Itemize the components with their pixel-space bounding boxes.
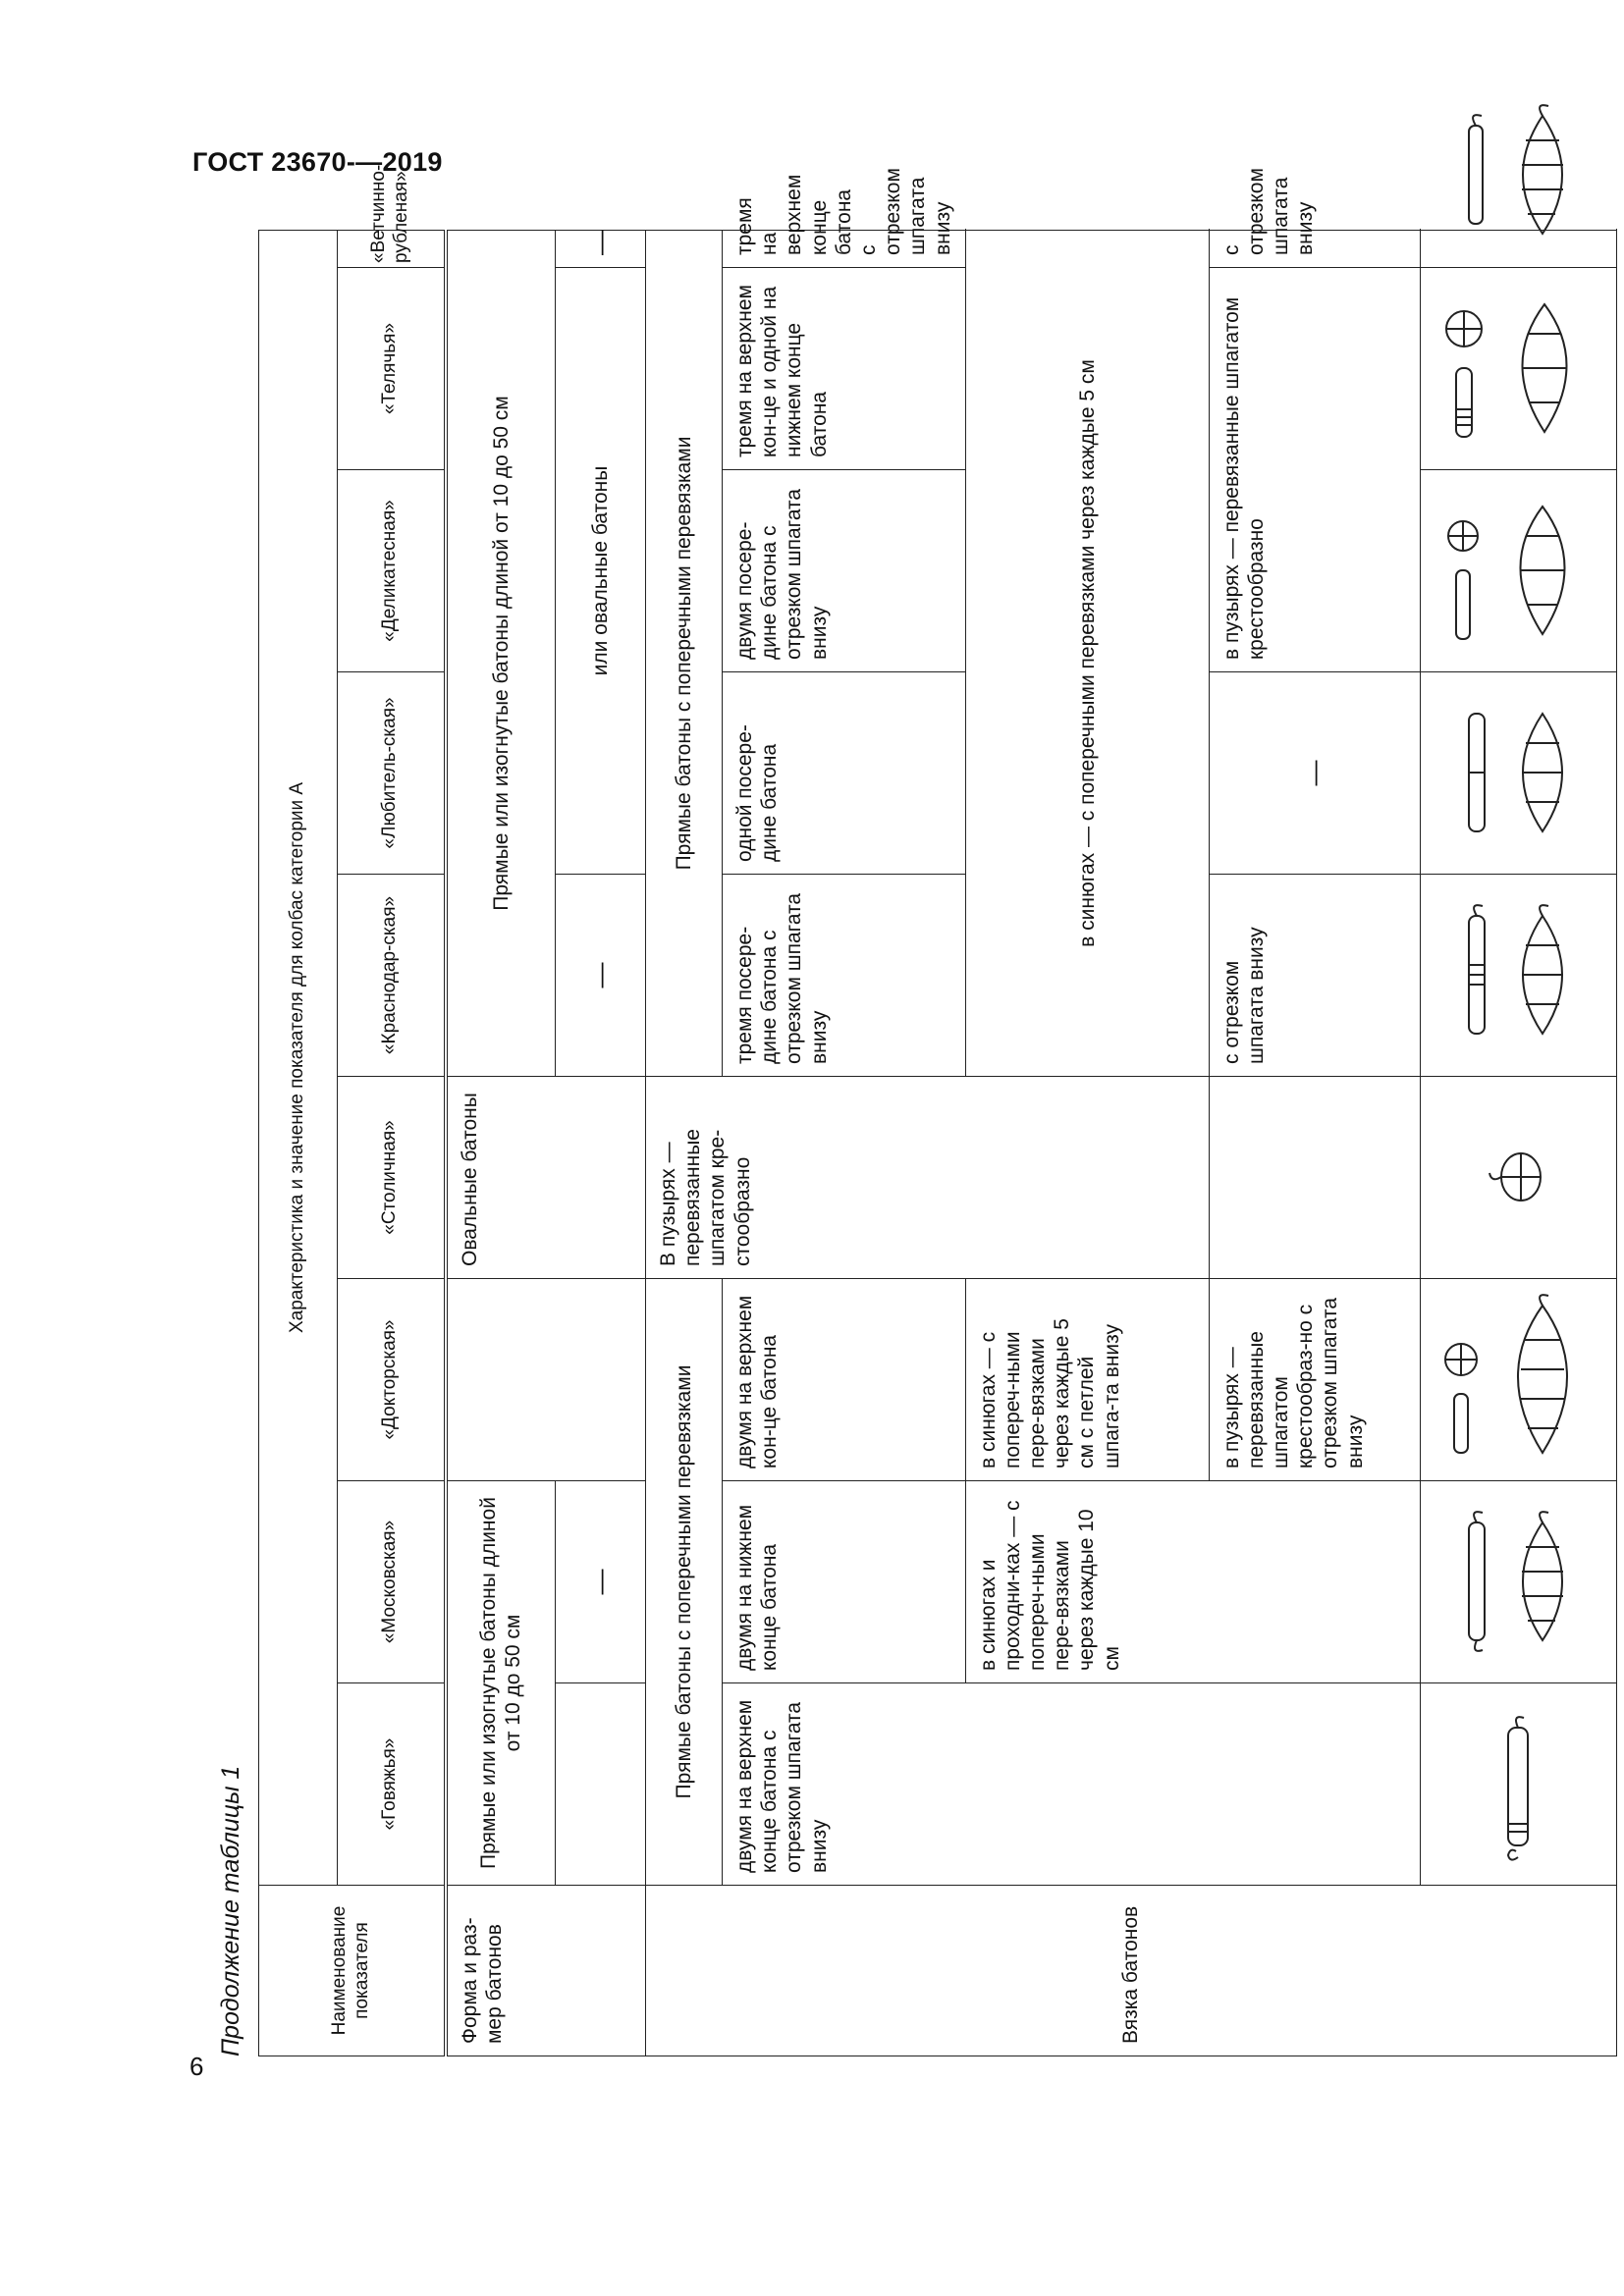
form-moskovskaya-dash: — (556, 1481, 646, 1683)
column-moskovskaya: «Московская» (338, 1481, 446, 1683)
sausages-pair-icon (1439, 887, 1597, 1064)
tie-doktorskaya-bubbles: в пузырях — перевязанные шпагатом крестообраз-но с отрезком шпагата внизу (1209, 1279, 1420, 1481)
form-left-span: Прямые или изогнутые батоны длиной от 10 до 50 см (446, 1481, 556, 1886)
column-telyachya: «Телячья» (338, 268, 446, 470)
tie-right-sinugi: в синюгах — с поперечными перевязками через каждые 5 см (965, 230, 1209, 1076)
form-right-oval: или овальные батоны (556, 268, 646, 875)
tie-krasnodarskaya-cut: с отрезком шпагата внизу (1209, 875, 1420, 1077)
ill-lyubitelskaya (1420, 672, 1616, 875)
column-doktorskaya: «Докторская» (338, 1279, 446, 1481)
form-row-label: Форма и раз-мер батонов (446, 1886, 646, 2056)
rotated-page-content (217, 164, 1493, 2056)
tie-delikatesnaya: двумя посере-дине батона с отрезком шпагата внизу (723, 470, 966, 672)
tie-stolichnaya-blank (1209, 1077, 1420, 1279)
tie-right-span: Прямые батоны с поперечными перевязками (646, 230, 723, 1076)
tie-lyubitelskaya-dash: — (1209, 672, 1420, 875)
straight-sausage-icon (1489, 1701, 1547, 1868)
table-caption: Продолжение таблицы 1 (217, 1765, 244, 2056)
ill-govyazhya (1420, 1683, 1616, 1886)
sausages-pair-icon (1439, 685, 1597, 862)
tie-doktorskaya: двумя на верхнем кон-це батона (723, 1279, 966, 1481)
form-krasnodar-dash: — (556, 875, 646, 1077)
sausages-three-icon (1435, 281, 1601, 457)
page-number: 6 (189, 2052, 204, 2081)
illustration-row (1420, 230, 1616, 2056)
header-row-columns (338, 230, 446, 2056)
column-govyazhya: «Говяжья» (338, 1683, 446, 1886)
ill-doktorskaya (1420, 1279, 1616, 1481)
sausages-pair-icon (1439, 86, 1597, 263)
form-doktorskaya-blank (446, 1279, 646, 1481)
ill-stolichnaya (1420, 1077, 1616, 1279)
header-row-group (259, 230, 338, 2056)
sausages-pair-icon (1439, 1494, 1597, 1671)
ill-vetchinno (1420, 230, 1616, 267)
tie-left-span: Прямые батоны с поперечными перевязками (646, 1279, 723, 1886)
header-indicator-name: Наименование показателя (259, 1886, 446, 2056)
tie-moskovskaya-sinugi: в синюгах и проходни-ках — с попереч-ными пере-вязками через каждые 10 см (965, 1481, 1420, 1683)
tie-row-label: Вязка батонов (646, 1886, 1617, 2056)
form-govyazhya-blank (556, 1683, 646, 1886)
column-stolichnaya: «Столичная» (338, 1077, 446, 1279)
ill-delikatesnaya (1420, 470, 1616, 672)
form-row (446, 230, 556, 2056)
sausages-three-icon (1435, 1287, 1601, 1473)
tie-vetchinno: тремя на верхнем конце батона с отрезком шпагата внизу (723, 230, 966, 267)
column-delikatesnaya: «Деликатесная» (338, 470, 446, 672)
oval-sausage-icon (1484, 1139, 1552, 1217)
document-code: ГОСТ 23670-—2019 (192, 147, 443, 177)
form-right-span: Прямые или изогнутые батоны длиной от 10 до 50 см (446, 230, 556, 1076)
column-lyubitelskaya: «Любитель-ская» (338, 672, 446, 875)
form-stolichnaya: Овальные батоны (446, 1077, 646, 1279)
header-group: Характеристика и значение показателя для колбас категории А (259, 230, 338, 1885)
tie-krasnodarskaya: тремя посере-дине батона с отрезком шпагата внизу (723, 875, 966, 1077)
tie-vetchinno-cut: с отрезком шпагата внизу (1209, 230, 1420, 267)
tie-telyachya: тремя на верхнем кон-це и одной на нижнем конце батона (723, 268, 966, 470)
sausages-three-icon (1435, 483, 1601, 660)
sausage-characteristics-table (258, 164, 1617, 2056)
column-vetchinno-rublenaya: «Ветчинно-рубленая» (338, 230, 446, 267)
tie-govyazhya: двумя на верхнем конце батона с отрезком шпагата внизу (723, 1683, 1421, 1886)
tie-row (646, 230, 723, 2056)
tie-stolichnaya: В пузырях — перевязанные шпагатом кре-стообразно (646, 1077, 1210, 1279)
form-vetchinno-dash: — (556, 230, 646, 267)
ill-krasnodarskaya (1420, 875, 1616, 1077)
column-krasnodarskaya: «Краснодар-ская» (338, 875, 446, 1077)
tie-doktorskaya-sinugi: в синюгах — с попереч-ными пере-вязками через каждые 5 см с петлей шпага-та внизу (965, 1279, 1209, 1481)
ill-moskovskaya (1420, 1481, 1616, 1683)
tie-delikatesnaya-telyachya-bubbles: в пузырях — перевязанные шпагатом крестообразно (1209, 268, 1420, 672)
ill-telyachya (1420, 268, 1616, 470)
tie-moskovskaya: двумя на нижнем конце батона (723, 1481, 966, 1683)
tie-lyubitelskaya: одной посере-дине батона (723, 672, 966, 875)
